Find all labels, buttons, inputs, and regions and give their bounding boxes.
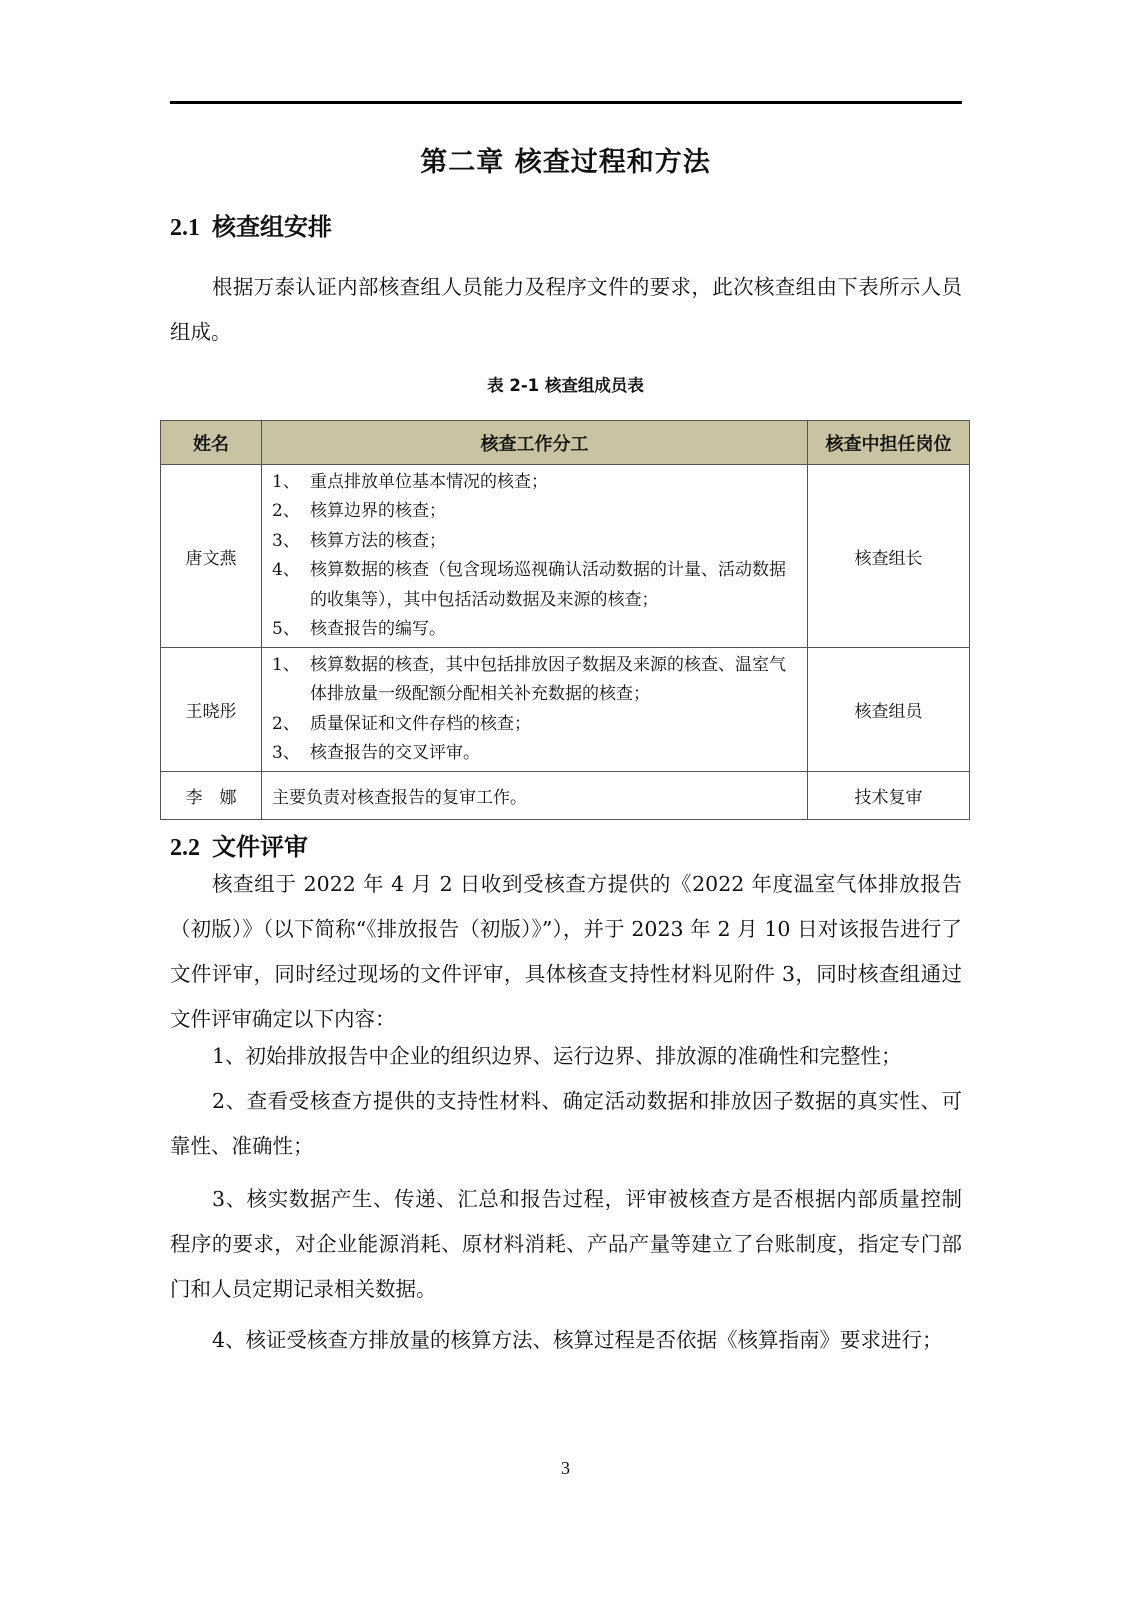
duty-index: 2、 (272, 501, 300, 521)
duty-text: 核查报告的编写。 (310, 619, 446, 639)
duty-item (272, 710, 797, 740)
section-heading-2-1 (170, 207, 332, 242)
section-number: 2.2 (170, 835, 200, 861)
duty-item (272, 556, 797, 615)
member-duties: 主要负责对核查报告的复审工作。 (262, 772, 808, 820)
duty-text: 核算方法的核查； (310, 530, 446, 551)
member-role: 技术复审 (808, 772, 970, 820)
table-row (161, 465, 970, 648)
duty-item (272, 527, 797, 557)
duty-index: 3、 (272, 530, 300, 551)
intro-paragraph: 根据万泰认证内部核查组人员能力及程序文件的要求，此次核查组由下表所示人员组成。 (170, 275, 962, 344)
duty-item (272, 651, 797, 710)
duty-text: 核算数据的核查（包含现场巡视确认活动数据的计量、活动数据的收集等），其中包括活动数据及来源的核查； (310, 560, 786, 610)
member-role: 核查组长 (808, 465, 970, 648)
duty-text: 核算数据的核查，其中包括排放因子数据及来源的核查、温室气体排放量一级配额分配相关补充数据的核查； (310, 654, 786, 704)
review-item: 1、初始排放报告中企业的组织边界、运行边界、排放源的准确性和完整性； (212, 1044, 902, 1068)
section-title: 核查组安排 (212, 213, 332, 241)
header-duties: 核查工作分工 (262, 421, 808, 465)
member-name: 唐文燕 (161, 465, 262, 648)
staff-table (160, 420, 970, 820)
header-role: 核查中担任岗位 (808, 421, 970, 465)
review-item: 2、查看受核查方提供的支持性材料、确定活动数据和排放因子数据的真实性、可靠性、准确性； (170, 1089, 962, 1158)
chapter-title: 第二章 核查过程和方法 (420, 147, 711, 178)
table-caption: 表 2-1 核查组成员表 (487, 376, 644, 395)
duty-index: 5、 (272, 619, 300, 639)
duty-list (272, 651, 797, 769)
duty-text: 质量保证和文件存档的核查； (310, 713, 531, 734)
section-number: 2.1 (170, 215, 200, 241)
duty-text: 重点排放单位基本情况的核查； (310, 471, 548, 492)
table-row (161, 648, 970, 772)
member-name: 李 娜 (161, 772, 262, 820)
duty-list (272, 468, 797, 645)
header-rule (170, 101, 962, 104)
member-role: 核查组员 (808, 648, 970, 772)
page-number: 3 (561, 1458, 570, 1478)
member-duties (262, 648, 808, 772)
section-title: 文件评审 (212, 833, 308, 861)
duty-item (272, 615, 797, 645)
duty-item (272, 497, 797, 527)
member-duties (262, 465, 808, 648)
duty-text: 核查报告的交叉评审。 (310, 743, 480, 763)
duty-text: 核算边界的核查； (310, 501, 446, 521)
duty-item (272, 468, 797, 498)
table-row (161, 772, 970, 820)
review-item: 3、核实数据产生、传递、汇总和报告过程，评审被核查方是否根据内部质量控制程序的要求，对企业能源消耗、原材料消耗、产品产量等建立了台账制度，指定专门部门和人员定期记录相关数据。 (170, 1187, 962, 1301)
duty-index: 1、 (272, 471, 300, 492)
duty-index: 2、 (272, 713, 300, 734)
duty-index: 3、 (272, 743, 300, 763)
review-item: 4、核证受核查方排放量的核算方法、核算过程是否依据《核算指南》要求进行； (212, 1328, 943, 1352)
duty-index: 4、 (272, 560, 300, 580)
duty-item (272, 739, 797, 769)
table-header-row (161, 421, 970, 465)
review-paragraph: 核查组于 2022 年 4 月 2 日收到受核查方提供的《2022 年度温室气体排放报告（初版）》（以下简称“《排放报告（初版）》”），并于 2023 年 2 月 10 日对该报告进行了文件评审，同时经过现场的文件评审，具体核查支持性材料见附件 3，同时核查组通过文件评审确定以下内容： (170, 872, 962, 1031)
header-name: 姓名 (161, 421, 262, 465)
member-name: 王晓彤 (161, 648, 262, 772)
section-heading-2-2 (170, 827, 308, 862)
duty-index: 1、 (272, 654, 300, 675)
